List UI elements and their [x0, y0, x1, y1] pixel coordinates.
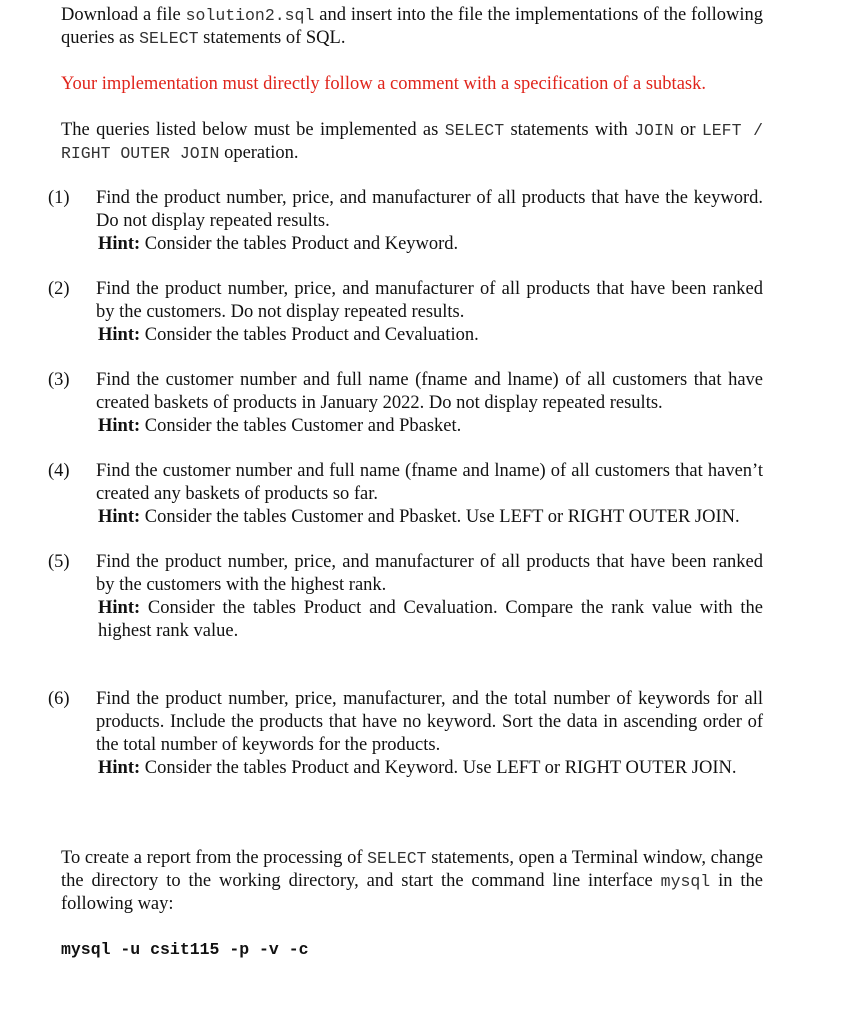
hint-text: Consider the tables Customer and Pbasket. — [140, 416, 462, 436]
task-number: (6) — [48, 689, 70, 709]
outro-paragraph — [61, 847, 763, 916]
requirement-text-3: or — [673, 120, 702, 140]
hint-label: Hint: — [98, 325, 141, 345]
mysql-keyword: mysql — [660, 872, 711, 891]
hint-label: Hint: — [98, 598, 141, 618]
select-keyword: SELECT — [367, 849, 427, 868]
join-keyword: JOIN — [634, 121, 674, 140]
intro-paragraph — [61, 4, 763, 50]
hint-label: Hint: — [98, 416, 141, 436]
hint-label: Hint: — [98, 758, 141, 778]
task-item-6 — [48, 688, 763, 780]
task-item-2 — [48, 278, 763, 347]
task-text: Find the product number, price, and manufacturer of all products that have been ranked by the customers. Do not display repeated results. — [96, 279, 763, 322]
requirement-text-1: The queries listed below must be implemented as — [61, 120, 445, 140]
task-item-5 — [48, 551, 763, 643]
requirement-text-4: operation. — [219, 143, 299, 163]
task-item-3 — [48, 369, 763, 438]
hint-text: Consider the tables Product and Cevaluation. Compare the rank value with the highest rank value. — [98, 598, 763, 641]
task-number: (2) — [48, 279, 70, 299]
task-hint — [96, 757, 763, 780]
task-item-4 — [48, 460, 763, 529]
hint-text: Consider the tables Product and Keyword. — [140, 234, 459, 254]
outro-text-3: in the following way: — [61, 871, 763, 914]
requirement-paragraph — [61, 119, 763, 165]
outro-text-1: To create a report from the processing of — [61, 848, 368, 868]
select-keyword: SELECT — [444, 121, 505, 140]
intro-text-3: statements of SQL. — [198, 28, 346, 48]
outro-text-2: statements, open a Terminal window, change the directory to the working directory, and start the command line interface — [61, 848, 764, 891]
task-text: Find the product number, price, manufacturer, and the total number of keywords for all products. Include the products that have no keyword. Sort the data in ascending order of the total number of keywords for the products. — [96, 689, 763, 755]
hint-text: Consider the tables Customer and Pbasket. Use LEFT or RIGHT OUTER JOIN. — [140, 507, 740, 527]
task-hint — [96, 233, 763, 256]
warning-text: Your implementation must directly follow a comment with a specification of a subtask. — [61, 74, 706, 94]
task-hint — [96, 324, 763, 347]
document-page — [48, 4, 764, 961]
intro-text-1: Download a file — [61, 5, 186, 25]
task-number: (3) — [48, 370, 70, 390]
solution-file-name: solution2.sql — [185, 6, 315, 25]
requirement-text-2: statements with — [504, 120, 635, 140]
task-text: Find the customer number and full name (fname and lname) of all customers that haven’t created any baskets of products so far. — [96, 461, 763, 504]
mysql-command: mysql -u csit115 -p -v -c — [61, 940, 309, 959]
select-keyword: SELECT — [139, 29, 199, 48]
task-hint — [96, 597, 763, 643]
hint-label: Hint: — [98, 234, 141, 254]
task-list — [48, 187, 763, 780]
task-text: Find the product number, price, and manufacturer of all products that have the keyword. Do not display repeated results. — [96, 188, 763, 231]
hint-text: Consider the tables Product and Cevaluation. — [140, 325, 479, 345]
intro-text-2: and insert into the file the implementations of the following queries as — [61, 5, 763, 48]
task-number: (5) — [48, 552, 70, 572]
task-hint — [96, 506, 763, 529]
task-text: Find the product number, price, and manufacturer of all products that have been ranked by the customers with the highest rank. — [96, 552, 763, 595]
task-text: Find the customer number and full name (fname and lname) of all customers that have created baskets of products in January 2022. Do not display repeated results. — [96, 370, 763, 413]
task-number: (4) — [48, 461, 70, 481]
outer-join-keyword: LEFT / RIGHT OUTER JOIN — [61, 121, 763, 163]
hint-label: Hint: — [98, 507, 141, 527]
hint-text: Consider the tables Product and Keyword. Use LEFT or RIGHT OUTER JOIN. — [140, 758, 737, 778]
task-item-1 — [48, 187, 763, 256]
task-hint — [96, 415, 763, 438]
task-number: (1) — [48, 188, 70, 208]
